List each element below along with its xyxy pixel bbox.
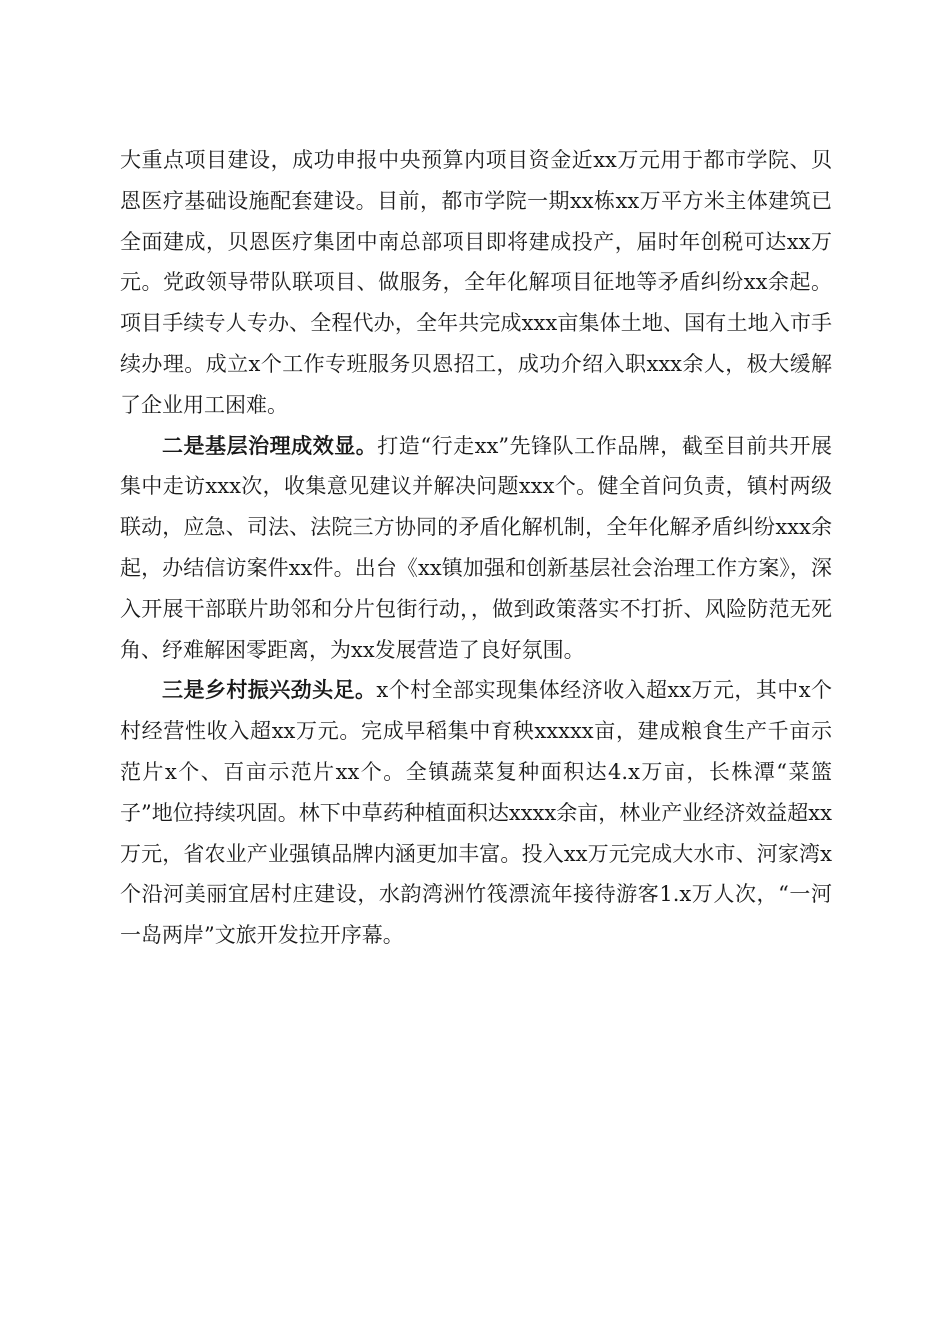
paragraph-3 [120, 670, 832, 956]
document-body [120, 140, 832, 956]
paragraph-text: 大重点项目建设，成功申报中央预算内项目资金近xx万元用于都市学院、贝恩医疗基础设施配套建设。目前，都市学院一期xx栋xx万平方米主体建筑已全面建成，贝恩医疗集团中南总部项目即将建成投产，届时年创税可达xx万元。党政领导带队联项目、做服务，全年化解项目征地等矛盾纠纷xx余起。项目手续专人专办、全程代办，全年共完成xxx亩集体土地、国有土地入市手续办理。成立x个工作专班服务贝恩招工，成功介绍入职xxx余人，极大缓解了企业用工困难。 [120, 148, 832, 417]
paragraph-lead: 二是基层治理成效显。 [162, 432, 378, 458]
paragraph-text: x个村全部实现集体经济收入超xx万元，其中x个村经营性收入超xx万元。完成早稻集中育秧xxxxx亩，建成粮食生产千亩示范片x个、百亩示范片xx个。全镇蔬菜复种面积达4.x万亩，长株潭“菜篮子”地位持续巩固。林下中草药种植面积达xxxx余亩，林业产业经济效益超xx万元，省农业产业强镇品牌内涵更加丰富。投入xx万元完成大水市、河家湾x个沿河美丽宜居村庄建设，水韵湾洲竹筏漂流年接待游客1.x万人次，“一河一岛两岸”文旅开发拉开序幕。 [120, 678, 833, 948]
paragraph-lead: 三是乡村振兴劲头足。 [162, 677, 377, 703]
paragraph-1 [120, 140, 832, 426]
paragraph-2 [120, 426, 832, 671]
paragraph-text: 打造“行走xx”先锋队工作品牌，截至目前共开展集中走访xxx次，收集意见建议并解决问题xxx个。健全首问负责，镇村两级联动，应急、司法、法院三方协同的矛盾化解机制，全年化解矛盾纠纷xxx余起，办结信访案件xx件。出台《xx镇加强和创新基层社会治理工作方案》，深入开展干部联片助邻和分片包街行动，，做到政策落实不打折、风险防范无死角、纾难解困零距离，为xx发展营造了良好氛围。 [120, 433, 832, 662]
